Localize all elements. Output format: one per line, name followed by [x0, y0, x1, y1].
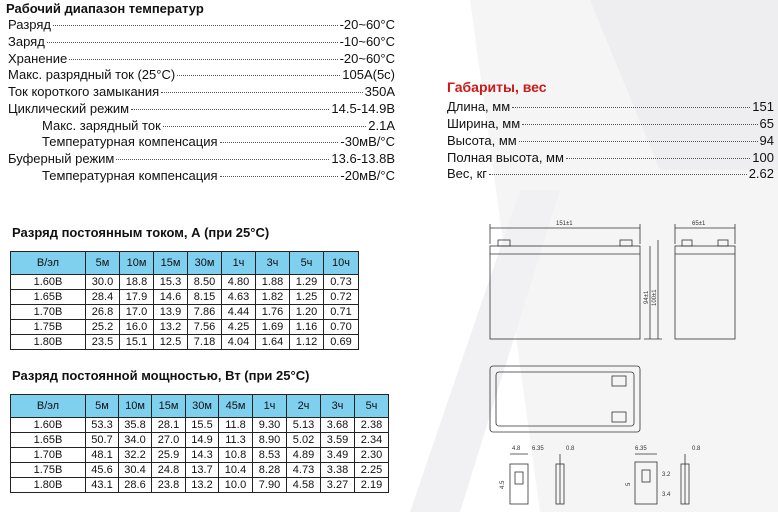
- row-label-cell: 1.65B: [11, 433, 86, 448]
- col-header: 10ч: [324, 252, 359, 275]
- value-cell: 15.5: [186, 418, 219, 433]
- value-cell: 1.64: [256, 335, 290, 350]
- value-cell: 13.2: [186, 478, 219, 493]
- value-cell: 1.88: [256, 275, 290, 290]
- table-row: [11, 290, 359, 305]
- value-cell: 48.1: [86, 448, 119, 463]
- dim-row-width: Ширина, мм 65: [447, 116, 774, 131]
- row-label-cell: 1.70B: [11, 305, 86, 320]
- table-row: [11, 418, 389, 433]
- value-cell: 4.73: [287, 463, 321, 478]
- value-cell: 8.50: [188, 275, 222, 290]
- value-cell: 7.90: [253, 478, 287, 493]
- row-label-cell: 1.65B: [11, 290, 86, 305]
- table-row: [11, 275, 359, 290]
- value-cell: 26.8: [86, 305, 120, 320]
- value-cell: 7.18: [188, 335, 222, 350]
- spec-row-float: Буферный режим 13.6-13.8B: [8, 151, 395, 166]
- spec-row-storage: Хранение -20~60°C: [8, 51, 395, 66]
- col-header: 10м: [120, 252, 154, 275]
- value-cell: 3.27: [321, 478, 355, 493]
- table-header-row: [11, 252, 359, 275]
- row-label-cell: 1.70B: [11, 448, 86, 463]
- terminal-i-label: 3.4: [662, 492, 671, 498]
- value-cell: 15.1: [120, 335, 154, 350]
- total-height-dim-label: 100±1: [652, 289, 658, 306]
- value-cell: 23.5: [86, 335, 120, 350]
- value-cell: 7.86: [188, 305, 222, 320]
- value-cell: 9.30: [253, 418, 287, 433]
- terminal-e-label: 6.35: [635, 446, 647, 452]
- value-cell: 32.2: [119, 448, 152, 463]
- width-dim-label: 65±1: [692, 221, 706, 227]
- spec-row-max-discharge: Макс. разрядный ток (25°C) 105A(5c): [8, 67, 395, 82]
- value-cell: 4.89: [287, 448, 321, 463]
- value-cell: 1.12: [290, 335, 324, 350]
- spec-row-temp-comp-float: Температурная компенсация -20мВ/°C: [42, 168, 395, 183]
- col-header: 45м: [219, 395, 253, 418]
- value-cell: 1.20: [290, 305, 324, 320]
- col-header: 3ч: [256, 252, 290, 275]
- battery-technical-drawing: [470, 214, 778, 512]
- col-header: 3ч: [321, 395, 355, 418]
- spec-row-discharge: Разряд -20~60°C: [8, 17, 395, 32]
- value-cell: 17.0: [120, 305, 154, 320]
- col-header: 1ч: [222, 252, 256, 275]
- value-cell: 1.29: [290, 275, 324, 290]
- value-cell: 28.6: [119, 478, 152, 493]
- terminal-f-label: 0.8: [692, 446, 701, 452]
- value-cell: 3.68: [321, 418, 355, 433]
- value-cell: 5.02: [287, 433, 321, 448]
- value-cell: 13.9: [154, 305, 188, 320]
- table-row: [11, 448, 389, 463]
- value-cell: 4.58: [287, 478, 321, 493]
- terminal-d-label: 4.5: [500, 480, 506, 489]
- terminal-right: [620, 240, 632, 246]
- col-header: 10м: [119, 395, 152, 418]
- table-row: [11, 478, 389, 493]
- value-cell: 53.3: [86, 418, 119, 433]
- value-cell: 2.19: [355, 478, 389, 493]
- value-cell: 2.38: [355, 418, 389, 433]
- col-header: 5ч: [355, 395, 389, 418]
- spec-row-short-circuit: Ток короткого замыкания 350A: [8, 84, 395, 99]
- value-cell: 1.69: [256, 320, 290, 335]
- row-label-cell: 1.75B: [11, 463, 86, 478]
- value-cell: 2.25: [355, 463, 389, 478]
- terminal-c-label: 0.8: [566, 446, 575, 452]
- current-discharge-table: [10, 251, 359, 350]
- temperature-title: Рабочий диапазон температур: [6, 1, 204, 16]
- table-row: [11, 433, 389, 448]
- value-cell: 3.38: [321, 463, 355, 478]
- value-cell: 30.4: [119, 463, 152, 478]
- col-header: 15м: [152, 395, 186, 418]
- value-cell: 0.71: [324, 305, 359, 320]
- terminal-h-label: 3.2: [662, 472, 671, 478]
- power-table-title: Разряд постоянной мощностью, Вт (при 25°С): [12, 368, 310, 383]
- col-header: 1ч: [253, 395, 287, 418]
- table-row: [11, 320, 359, 335]
- value-cell: 1.16: [290, 320, 324, 335]
- col-header: 30м: [186, 395, 219, 418]
- value-cell: 8.15: [188, 290, 222, 305]
- col-header: 15м: [154, 252, 188, 275]
- value-cell: 14.9: [186, 433, 219, 448]
- value-cell: 13.2: [154, 320, 188, 335]
- value-cell: 1.76: [256, 305, 290, 320]
- value-cell: 14.3: [186, 448, 219, 463]
- col-header: 5м: [86, 395, 119, 418]
- value-cell: 50.7: [86, 433, 119, 448]
- value-cell: 17.9: [120, 290, 154, 305]
- col-header: 5ч: [290, 252, 324, 275]
- value-cell: 23.8: [152, 478, 186, 493]
- value-cell: 0.72: [324, 290, 359, 305]
- col-header: 5м: [86, 252, 120, 275]
- value-cell: 0.73: [324, 275, 359, 290]
- value-cell: 0.69: [324, 335, 359, 350]
- current-table-title: Разряд постоянным током, А (при 25°С): [12, 225, 270, 240]
- value-cell: 25.9: [152, 448, 186, 463]
- value-cell: 4.80: [222, 275, 256, 290]
- spec-row-charge: Заряд -10~60°C: [8, 34, 395, 49]
- terminal-g-label: 5: [626, 482, 632, 486]
- value-cell: 8.28: [253, 463, 287, 478]
- value-cell: 10.0: [219, 478, 253, 493]
- row-label-cell: 1.80B: [11, 478, 86, 493]
- value-cell: 28.4: [86, 290, 120, 305]
- row-label-cell: 1.75B: [11, 320, 86, 335]
- value-cell: 14.6: [154, 290, 188, 305]
- value-cell: 24.8: [152, 463, 186, 478]
- terminal-b-label: 6.35: [532, 446, 544, 452]
- dim-row-weight: Вес, кг 2.62: [447, 166, 774, 181]
- value-cell: 4.63: [222, 290, 256, 305]
- value-cell: 16.0: [120, 320, 154, 335]
- side-view-body: [675, 246, 735, 339]
- value-cell: 4.44: [222, 305, 256, 320]
- value-cell: 3.49: [321, 448, 355, 463]
- value-cell: 45.6: [86, 463, 119, 478]
- value-cell: 18.8: [120, 275, 154, 290]
- value-cell: 13.7: [186, 463, 219, 478]
- value-cell: 1.82: [256, 290, 290, 305]
- row-label-cell: 1.60B: [11, 275, 86, 290]
- value-cell: 0.70: [324, 320, 359, 335]
- table-header-row: [11, 395, 389, 418]
- value-cell: 8.53: [253, 448, 287, 463]
- value-cell: 11.8: [219, 418, 253, 433]
- col-header: B/эл: [11, 395, 86, 418]
- value-cell: 27.0: [152, 433, 186, 448]
- value-cell: 1.25: [290, 290, 324, 305]
- value-cell: 28.1: [152, 418, 186, 433]
- value-cell: 2.30: [355, 448, 389, 463]
- value-cell: 10.4: [219, 463, 253, 478]
- col-header: 30м: [188, 252, 222, 275]
- height-dim-label: 94±1: [644, 290, 650, 304]
- spec-row-max-charge: Макс. зарядный ток 2.1A: [42, 118, 395, 133]
- table-row: [11, 463, 389, 478]
- value-cell: 2.34: [355, 433, 389, 448]
- terminal-detail-2: [635, 462, 657, 504]
- value-cell: 10.8: [219, 448, 253, 463]
- value-cell: 30.0: [86, 275, 120, 290]
- value-cell: 7.56: [188, 320, 222, 335]
- table-row: [11, 335, 359, 350]
- row-label-cell: 1.60B: [11, 418, 86, 433]
- value-cell: 3.59: [321, 433, 355, 448]
- dim-row-total-height: Полная высота, мм 100: [447, 150, 774, 165]
- dimensions-title: Габариты, вес: [447, 79, 547, 95]
- value-cell: 35.8: [119, 418, 152, 433]
- length-dim-label: 151±1: [556, 221, 573, 227]
- value-cell: 34.0: [119, 433, 152, 448]
- power-discharge-table: [10, 394, 389, 493]
- value-cell: 5.13: [287, 418, 321, 433]
- spec-row-temp-comp-cyclic: Температурная компенсация -30мВ/°C: [42, 134, 395, 149]
- dim-row-height: Высота, мм 94: [447, 133, 774, 148]
- terminal-left: [498, 240, 510, 246]
- value-cell: 43.1: [86, 478, 119, 493]
- table-row: [11, 305, 359, 320]
- value-cell: 15.3: [154, 275, 188, 290]
- front-view-body: [490, 246, 640, 339]
- value-cell: 8.90: [253, 433, 287, 448]
- col-header: 2ч: [287, 395, 321, 418]
- value-cell: 11.3: [219, 433, 253, 448]
- spec-row-cyclic: Циклический режим 14.5-14.9B: [8, 101, 395, 116]
- terminal-a-label: 4.8: [512, 446, 521, 452]
- row-label-cell: 1.80B: [11, 335, 86, 350]
- value-cell: 4.25: [222, 320, 256, 335]
- dim-row-length: Длина, мм 151: [447, 99, 774, 114]
- value-cell: 12.5: [154, 335, 188, 350]
- col-header: B/эл: [11, 252, 86, 275]
- value-cell: 25.2: [86, 320, 120, 335]
- value-cell: 4.04: [222, 335, 256, 350]
